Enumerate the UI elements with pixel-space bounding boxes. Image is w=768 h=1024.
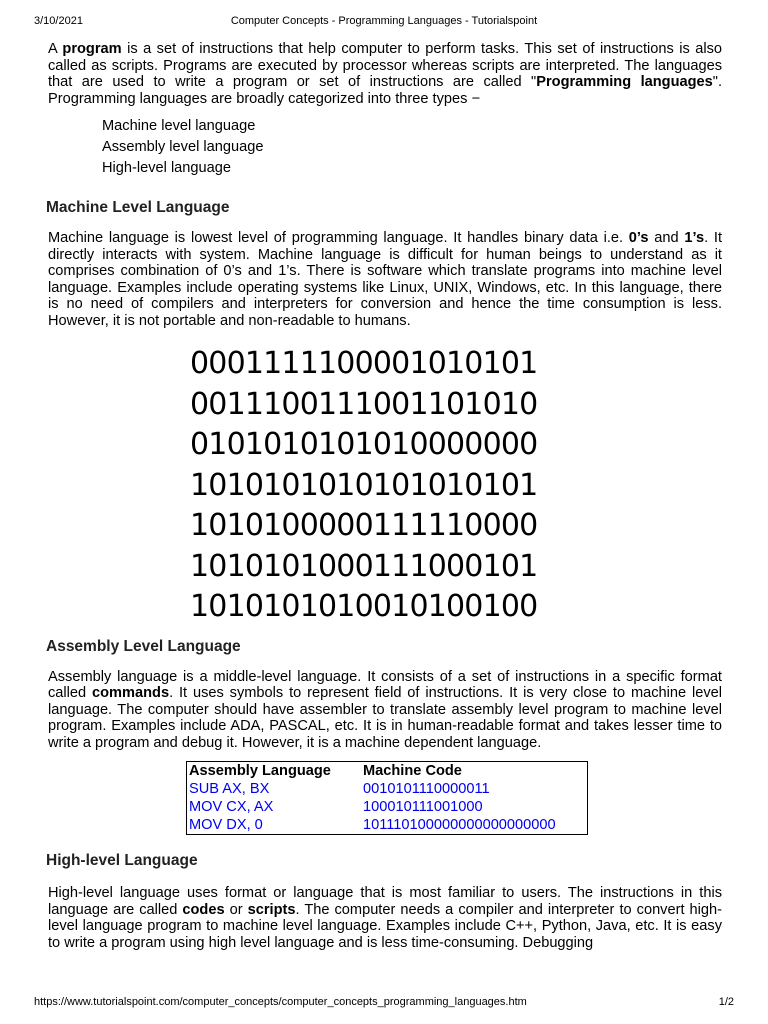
list-item: Machine level language: [102, 118, 256, 134]
machine-level-heading: Machine Level Language: [46, 199, 230, 216]
assembly-bold-commands: commands: [92, 685, 170, 701]
intro-text-3: ". Programming languages are broadly categorized into three types −: [48, 74, 723, 107]
high-text-1: High-level language uses format or language that is most familiar to users. The instructions in this language are called: [48, 885, 722, 918]
list-item: Assembly level language: [102, 139, 264, 155]
column-header-machine-code: Machine Code: [363, 763, 462, 779]
binary-line: 0011100111001101010: [190, 386, 538, 422]
high-text-3: . The computer needs a compiler and interpreter to convert high-level language program to machine level language. Examples include C++, Python, Java, etc. It is easy to write a program using high level language and is less time-consuming. Debugging: [48, 901, 722, 951]
machine-bold-ones: 1’s: [684, 230, 705, 246]
high-level-paragraph: [48, 885, 722, 951]
print-footer: [34, 996, 734, 1010]
assembly-machine-code-table: [186, 761, 588, 835]
table-cell: 101110100000000000000000: [363, 817, 556, 833]
binary-line: 1010101010010100100: [190, 589, 538, 624]
binary-code-figure: [190, 344, 722, 628]
binary-line: 1010101000111000101: [190, 548, 538, 584]
table-header-row: [187, 762, 588, 781]
language-types-list: [48, 116, 722, 179]
machine-level-paragraph: [48, 230, 722, 329]
intro-text-1: A: [48, 41, 63, 57]
intro-bold-programming-languages: Programming languages: [536, 74, 713, 90]
intro-paragraph: [48, 41, 722, 107]
high-level-heading: High-level Language: [46, 852, 198, 869]
binary-line: 0001111100001010101: [190, 346, 538, 381]
table-row: [187, 798, 588, 816]
column-header-assembly: Assembly Language: [189, 763, 331, 779]
print-url: https://www.tutorialspoint.com/computer_concepts/computer_concepts_programming_languages.htm: [34, 996, 527, 1008]
print-date: 3/10/2021: [34, 15, 83, 27]
assembly-text-2: . It uses symbols to represent field of instructions. It is very close to machine level language. The computer should have assembler to translate assembly level program to machine level program. Examples include ADA, PASCAL, etc. It is in human-readable format and takes lesser time to write a program and debug it. However, it is a machine dependent language.: [48, 685, 722, 751]
binary-line: 1010100000111110000: [190, 508, 538, 543]
table-row: [187, 816, 588, 835]
high-bold-scripts: scripts: [247, 901, 296, 918]
assembly-level-paragraph: [48, 669, 722, 752]
high-bold-codes: codes: [182, 901, 225, 918]
high-text-2: or: [224, 901, 248, 918]
page-number: 1/2: [718, 996, 734, 1008]
table-cell: 100010111001000: [363, 799, 483, 815]
machine-text-2: and: [648, 230, 685, 246]
assembly-text-1: Assembly language is a middle-level language. It consists of a set of instructions in a specific format called: [48, 668, 722, 701]
machine-text-1: Machine language is lowest level of programming language. It handles binary data i.e.: [48, 230, 629, 246]
print-header: [34, 15, 734, 29]
intro-bold-program: program: [62, 41, 122, 57]
machine-text-3: . It directly interacts with system. Machine language is difficult for human beings to understand as it comprises combination of 0’s and 1’s. There is software which translate programs into machine level language. Examples include operating systems like Linux, UNIX, Windows, etc. In this language, there is no need of compilers and interpreters for conversion and hence the time consumption is less. However, it is not portable and non-readable to humans.: [48, 230, 723, 329]
binary-line: 0101010101010000000: [190, 427, 538, 462]
table-row: [187, 780, 588, 798]
intro-text-2: is a set of instructions that help computer to perform tasks. This set of instructions is also called as scripts. Programs are executed by processor whereas scripts are interpreted. The languages that are used to write a program or set of instructions are called ": [48, 41, 723, 90]
list-item: High-level language: [102, 160, 231, 176]
table-cell: MOV CX, AX: [189, 799, 274, 815]
binary-line: 1010101010101010101: [190, 467, 538, 503]
assembly-level-heading: Assembly Level Language: [46, 637, 241, 655]
table-cell: SUB AX, BX: [189, 781, 270, 797]
table-cell: 0010101110000011: [363, 781, 490, 797]
machine-bold-zeros: 0’s: [628, 230, 649, 246]
print-page-title: Computer Concepts - Programming Languages - Tutorialspoint: [230, 15, 538, 27]
article-body: [48, 41, 722, 951]
table-cell: MOV DX, 0: [189, 817, 263, 833]
